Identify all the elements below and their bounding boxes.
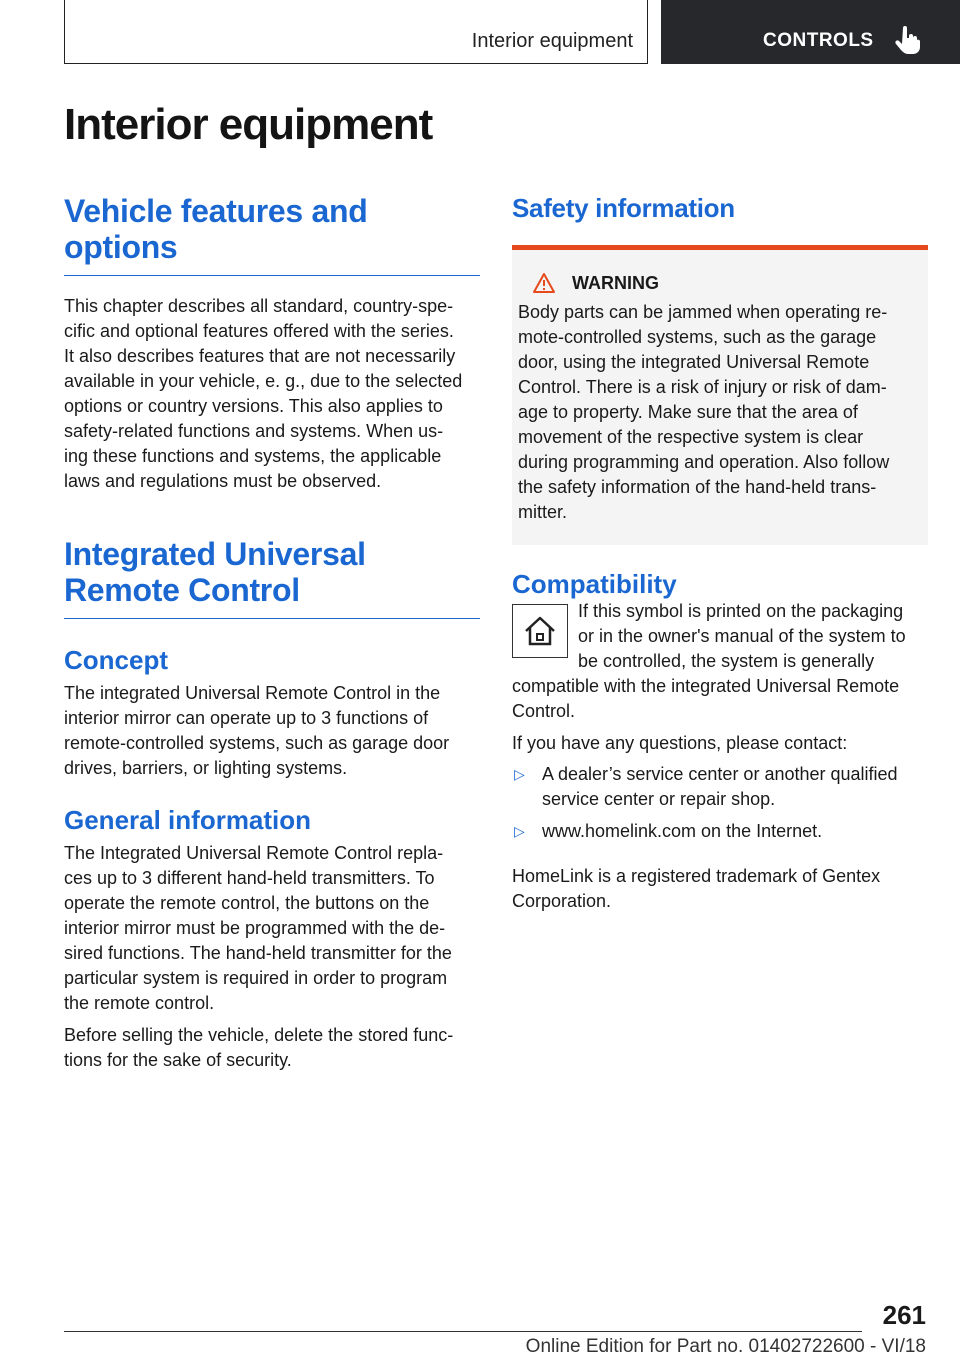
header-section-title: Interior equipment [471, 30, 633, 52]
body-line: operate the remote control, the buttons on the [64, 893, 430, 913]
trademark-note [512, 864, 928, 914]
warning-header [518, 272, 922, 294]
features-heading [64, 193, 480, 265]
warning-body [518, 300, 922, 525]
body-line: safety-related functions and systems. When us- [64, 421, 444, 441]
triangle-bullet-icon: ▷ [514, 766, 525, 782]
body-line: compatible with the integrated Universal Remote [512, 676, 900, 696]
general-body [64, 841, 480, 1016]
body-line: available in your vehicle, e. g., due to the selected [64, 371, 463, 391]
footer-edition: Online Edition for Part no. 01402722600 - VI/18 [525, 1336, 926, 1357]
body-line: particular system is required in order to program [64, 968, 448, 988]
home-icon [520, 614, 560, 648]
body-line: the safety information of the hand-held trans- [518, 477, 877, 497]
body-line: Before selling the vehicle, delete the stored func- [64, 1025, 454, 1045]
body-line: drives, barriers, or lighting systems. [64, 758, 348, 778]
body-line: during programming and operation. Also follow [518, 452, 890, 472]
header-chapter-tab [661, 0, 960, 64]
body-line: It also describes features that are not necessarily [64, 346, 456, 366]
compatibility-section [512, 569, 928, 914]
body-line: interior mirror must be programmed with the de- [64, 918, 446, 938]
header-section-box [64, 0, 648, 64]
body-line: If this symbol is printed on the packaging [578, 601, 904, 621]
general-heading: General information [64, 805, 312, 835]
body-line: age to property. Make sure that the area of [518, 402, 858, 422]
home-icon-box [512, 604, 568, 658]
safety-heading: Safety information [512, 193, 735, 223]
body-line: or in the owner's manual of the system to [578, 626, 906, 646]
iurc-heading-line: Integrated Universal [64, 536, 366, 572]
features-heading-line: Vehicle features and [64, 193, 368, 229]
page-title: Interior equipment [64, 100, 433, 149]
body-line: The integrated Universal Remote Control in the [64, 683, 441, 703]
body-line: mitter. [518, 502, 568, 522]
body-line: Body parts can be jammed when operating re- [518, 302, 888, 322]
list-item-line: service center or repair shop. [542, 789, 776, 809]
body-line: the remote control. [64, 993, 215, 1013]
list-item [512, 762, 928, 812]
list-item [512, 819, 928, 844]
concept-body [64, 681, 480, 781]
body-line: tions for the sake of security. [64, 1050, 292, 1070]
triangle-bullet-icon: ▷ [514, 823, 525, 839]
general-body-security [64, 1023, 480, 1073]
features-heading-line: options [64, 229, 178, 265]
body-line: laws and regulations must be observed. [64, 471, 382, 491]
warning-label: WARNING [572, 272, 659, 293]
body-line: Control. [512, 701, 576, 721]
right-column [512, 193, 928, 914]
warning-box [512, 245, 928, 545]
page-number: 261 [882, 1300, 926, 1330]
pointing-hand-icon [895, 26, 921, 54]
body-line: The Integrated Universal Remote Control repla- [64, 843, 444, 863]
list-item-line: A dealer’s service center or another qualified [542, 764, 898, 784]
footer-rule [64, 1331, 862, 1332]
features-heading-rule [64, 275, 480, 276]
body-line: door, using the integrated Universal Remote [518, 352, 870, 372]
iurc-heading-line: Remote Control [64, 572, 300, 608]
body-line: ces up to 3 different hand-held transmitters. To [64, 868, 435, 888]
list-item-line: www.homelink.com on the Internet. [542, 821, 823, 841]
body-line: ing these functions and systems, the applicable [64, 446, 442, 466]
body-line: sired functions. The hand-held transmitter for the [64, 943, 452, 963]
compatibility-body [512, 599, 928, 724]
body-line: interior mirror can operate up to 3 functions of [64, 708, 429, 728]
body-line: be controlled, the system is generally [578, 651, 875, 671]
contact-list [512, 762, 928, 844]
contact-intro: If you have any questions, please contact: [512, 733, 848, 753]
iurc-heading [64, 536, 480, 608]
body-line: This chapter describes all standard, country-spe- [64, 296, 454, 316]
header-chapter-label: CONTROLS [763, 30, 874, 51]
body-line: mote-controlled systems, such as the garage [518, 327, 877, 347]
body-line: movement of the respective system is clear [518, 427, 864, 447]
left-column [64, 193, 480, 1073]
warning-triangle-icon [532, 272, 556, 294]
compatibility-heading: Compatibility [512, 569, 677, 599]
body-line: options or country versions. This also applies to [64, 396, 443, 416]
iurc-heading-rule [64, 618, 480, 619]
body-line: Control. There is a risk of injury or risk of dam- [518, 377, 887, 397]
body-line: HomeLink is a registered trademark of Gentex [512, 866, 881, 886]
body-line: remote-controlled systems, such as garage door [64, 733, 450, 753]
features-body [64, 294, 480, 494]
concept-heading: Concept [64, 645, 168, 675]
body-line: cific and optional features offered with the series. [64, 321, 454, 341]
body-line: Corporation. [512, 891, 612, 911]
